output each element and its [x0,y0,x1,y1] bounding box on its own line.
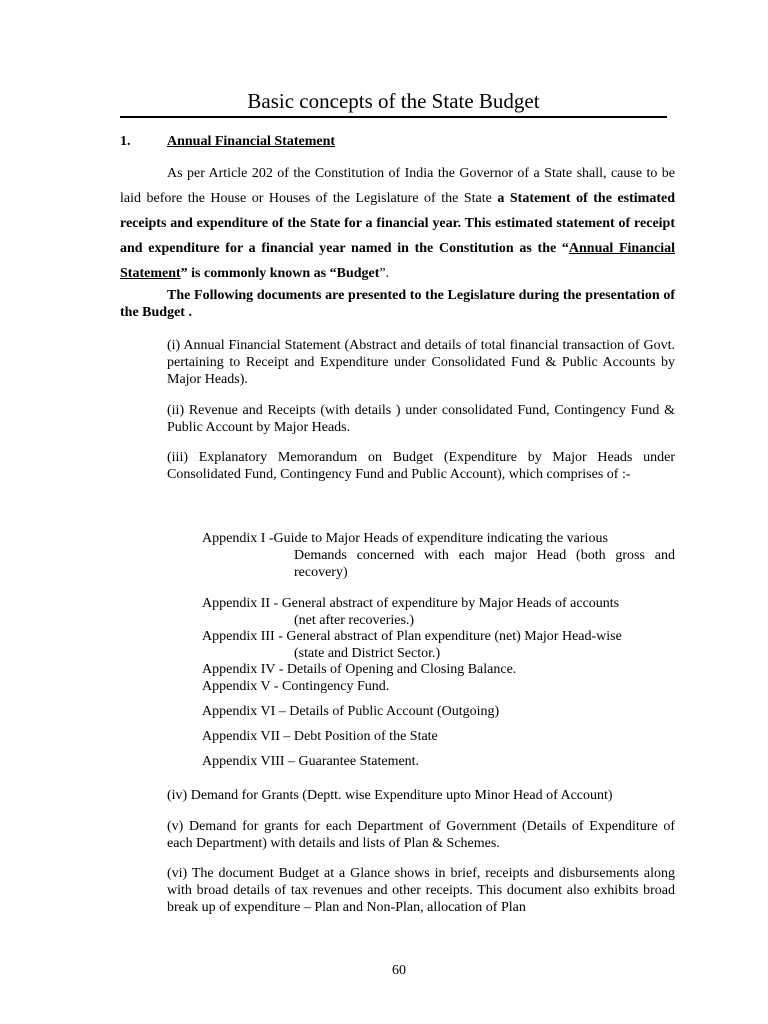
para1-text-e: ”. [379,266,390,281]
appendix-ii [202,595,675,629]
para1-text-a: As per Article 202 of the Constitution of India the Governor of a State shall, cause to be laid before the House or Houses of the Legislature of the State [120,166,675,206]
page-title: Basic concepts of the State Budget [247,89,540,113]
list-item-iii: (iii) Explanatory Memorandum on Budget (Expenditure by Major Heads under Consolidated Fund, Contingency Fund and Public Account), which comprises of :- [167,450,675,482]
title-underline-rule [120,116,667,118]
appendix-vi: Appendix VI – Details of Public Account (Outgoing) [202,704,500,719]
section-number: 1. [120,134,131,149]
appendix-i [202,530,675,581]
para1-text-b: a Statement of the estimated receipts and expenditure of the State for a financial year. This estimated statement of receipt and expenditure for a financial year named in the Constitution as the “ [120,191,675,256]
list-item-vi: (vi) The document Budget at a Glance shows in brief, receipts and disbursements along with broad details of tax revenues and other receipts. This document also exhibits broad break up of expenditure – Plan and Non-Plan, allocation of Plan [167,866,675,915]
appendix-ii-continuation: (net after recoveries.) [294,613,415,628]
list-item-v: (v) Demand for grants for each Department of Government (Details of Expenditure of each Department) with details and lists of Plan & Schemes. [167,819,675,851]
page-number: 60 [392,963,406,978]
appendix-ii-first-line: Appendix II - General abstract of expenditure by Major Heads of accounts [202,596,620,611]
appendix-vii: Appendix VII – Debt Position of the State [202,729,438,744]
paragraph-documents-presented: The Following documents are presented to the Legislature during the presentation of the Budget . [120,288,675,320]
paragraph-article-202 [120,161,675,286]
appendix-iv: Appendix IV - Details of Opening and Closing Balance. [202,662,517,677]
para1-text-d: ” is commonly known as “Budget [180,266,380,281]
appendix-iii [202,628,675,662]
appendix-i-first-line: Appendix I -Guide to Major Heads of expenditure indicating the various [202,531,608,546]
list-item-i: (i) Annual Financial Statement (Abstract and details of total financial transaction of Govt. pertaining to Receipt and Expenditure under Consolidated Fund & Public Accounts by Major Heads). [167,338,675,387]
section-heading: Annual Financial Statement [167,134,336,149]
para1-afs-term: Annual Financial Statement [120,241,675,281]
list-item-ii: (ii) Revenue and Receipts (with details ) under consolidated Fund, Contingency Fund & Public Account by Major Heads. [167,403,675,435]
list-item-iv: (iv) Demand for Grants (Deptt. wise Expenditure upto Minor Head of Account) [167,788,613,803]
appendix-iii-first-line: Appendix III - General abstract of Plan expenditure (net) Major Head-wise [202,629,622,644]
appendix-viii: Appendix VIII – Guarantee Statement. [202,754,420,769]
appendix-v: Appendix V - Contingency Fund. [202,679,390,694]
appendix-iii-continuation: (state and District Sector.) [294,646,441,661]
appendix-i-continuation: Demands concerned with each major Head (both gross and recovery) [294,548,675,580]
